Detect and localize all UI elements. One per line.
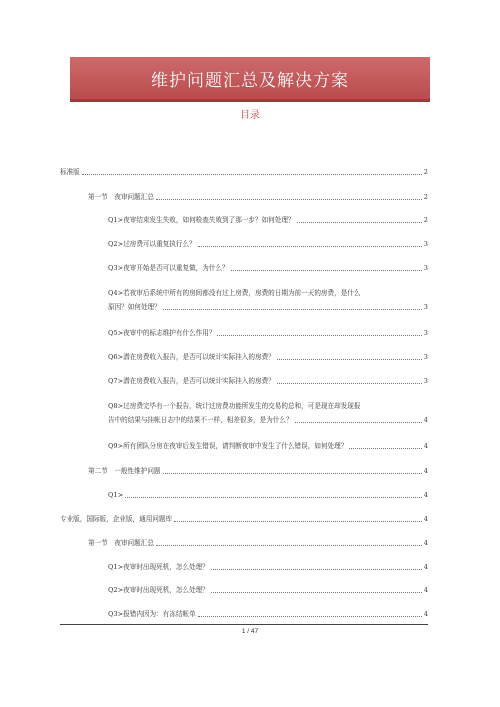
toc-entry-text: Q9>所有团队分房在夜审后发生错误，请判断夜审中发生了什么错误，如何处理？ bbox=[108, 442, 348, 450]
toc-entry[interactable] bbox=[108, 302, 428, 312]
toc-entry-page: 4 bbox=[423, 467, 428, 475]
toc-entry-text: Q7>潜在房费收入报告，是否可以统计实际挂入的房费？ bbox=[108, 377, 275, 385]
toc-entry-text: Q8>过房费完毕有一个报告，统计过房费功能所发生的交易的总和，可是现在却发现报 bbox=[108, 402, 361, 410]
toc-entry-text: Q4>若夜审后系统中所有的房间都没有过上房费，房费的日期为前一天的房费，是什么 bbox=[108, 289, 361, 297]
toc-entry-page: 4 bbox=[423, 491, 428, 499]
toc-entry-text: Q2>过房费可以重复执行么？ bbox=[108, 240, 196, 248]
dot-leader bbox=[297, 222, 422, 223]
toc-entry-text: Q5>夜审中的标志维护有什么作用？ bbox=[108, 329, 216, 337]
toc-entry-text: Q2>夜审时出现死机，怎么处理？ bbox=[108, 586, 209, 594]
dot-leader bbox=[211, 569, 422, 570]
toc-entry-page: 3 bbox=[423, 377, 428, 385]
dot-leader bbox=[156, 545, 422, 546]
dot-leader bbox=[125, 497, 422, 498]
footer-divider bbox=[60, 624, 428, 625]
toc-entry[interactable] bbox=[108, 490, 428, 500]
toc-entry[interactable] bbox=[88, 466, 428, 476]
toc-entry-text: Q1>夜审时出现死机，怎么处理？ bbox=[108, 563, 209, 571]
toc-entry[interactable] bbox=[108, 352, 428, 362]
toc-entry-text: Q1>夜审结束发生失败，如何检查失败到了那一步？如何处理？ bbox=[108, 216, 295, 224]
toc-entry-page: 2 bbox=[423, 193, 428, 201]
dot-leader bbox=[295, 422, 422, 423]
toc-entry[interactable] bbox=[108, 609, 428, 619]
toc-entry-text: Q1> bbox=[108, 491, 124, 499]
toc-entry[interactable] bbox=[108, 263, 428, 273]
dot-leader bbox=[349, 448, 421, 449]
toc-entry-text: 原因？如何处理？ bbox=[108, 303, 161, 311]
toc-entry[interactable] bbox=[108, 376, 428, 386]
dot-leader bbox=[231, 270, 422, 271]
toc-entry-page: 2 bbox=[423, 216, 428, 224]
toc-entry-first-line[interactable] bbox=[108, 401, 428, 411]
toc-entry[interactable] bbox=[108, 441, 428, 451]
dot-leader bbox=[82, 174, 422, 175]
toc-entry-page: 2 bbox=[423, 168, 428, 176]
toc-entry[interactable] bbox=[108, 215, 428, 225]
dot-leader bbox=[198, 616, 422, 617]
toc-entry-page: 4 bbox=[423, 442, 428, 450]
toc-entry[interactable] bbox=[88, 192, 428, 202]
toc-entry-page: 4 bbox=[423, 539, 428, 547]
toc-entry[interactable] bbox=[88, 538, 428, 548]
toc-entry[interactable] bbox=[108, 415, 428, 425]
toc-entry-page: 3 bbox=[423, 303, 428, 311]
toc-entry-text: 第一节 夜审问题汇总 bbox=[88, 539, 154, 547]
toc-entry-text: Q3>报错内因为：有冻结帐单 bbox=[108, 610, 196, 618]
toc-entry-page: 4 bbox=[423, 416, 428, 424]
dot-leader bbox=[174, 521, 422, 522]
dot-leader bbox=[163, 309, 422, 310]
toc-entry-page: 3 bbox=[423, 264, 428, 272]
dot-leader bbox=[211, 592, 422, 593]
toc-entry-page: 3 bbox=[423, 240, 428, 248]
toc-entry-first-line[interactable] bbox=[108, 288, 428, 298]
toc-entry-page: 4 bbox=[423, 515, 428, 523]
toc-entry[interactable] bbox=[108, 239, 428, 249]
dot-leader bbox=[217, 335, 421, 336]
dot-leader bbox=[277, 359, 422, 360]
dot-leader bbox=[163, 473, 422, 474]
document-title: 维护问题汇总及解决方案 bbox=[151, 70, 349, 91]
toc-entry[interactable] bbox=[108, 328, 428, 338]
toc-entry[interactable] bbox=[60, 167, 428, 177]
toc-entry-text: Q3>夜审开始是否可以重复做，为什么？ bbox=[108, 264, 229, 272]
toc-entry-text: 第二节 一般性维护问题 bbox=[88, 467, 161, 475]
dot-leader bbox=[198, 246, 422, 247]
toc-entry[interactable] bbox=[60, 514, 428, 524]
toc-entry[interactable] bbox=[108, 585, 428, 595]
toc-entry-text: 第一节 夜审问题汇总 bbox=[88, 193, 154, 201]
toc-entry-page: 3 bbox=[423, 353, 428, 361]
toc-entry-text: Q6>潜在房费收入报告，是否可以统计实际挂入的房费？ bbox=[108, 353, 275, 361]
toc-entry-text: 告中的结果与挂帐日志中的结果不一样，相差很多，是为什么？ bbox=[108, 416, 293, 424]
toc-entry-text: 专业版，国际版，企业版，通用问题库 bbox=[60, 515, 173, 523]
page-number: 1 / 47 bbox=[241, 628, 259, 635]
toc-heading: 目录 bbox=[240, 110, 260, 121]
toc-entry-page: 3 bbox=[423, 329, 428, 337]
toc-entry-page: 4 bbox=[423, 563, 428, 571]
dot-leader bbox=[156, 199, 422, 200]
toc-entry[interactable] bbox=[108, 562, 428, 572]
toc-entry-page: 4 bbox=[423, 586, 428, 594]
toc-entry-page: 4 bbox=[423, 610, 428, 618]
title-banner bbox=[70, 57, 430, 102]
toc-entry-text: 标准版 bbox=[60, 168, 80, 176]
dot-leader bbox=[277, 383, 422, 384]
